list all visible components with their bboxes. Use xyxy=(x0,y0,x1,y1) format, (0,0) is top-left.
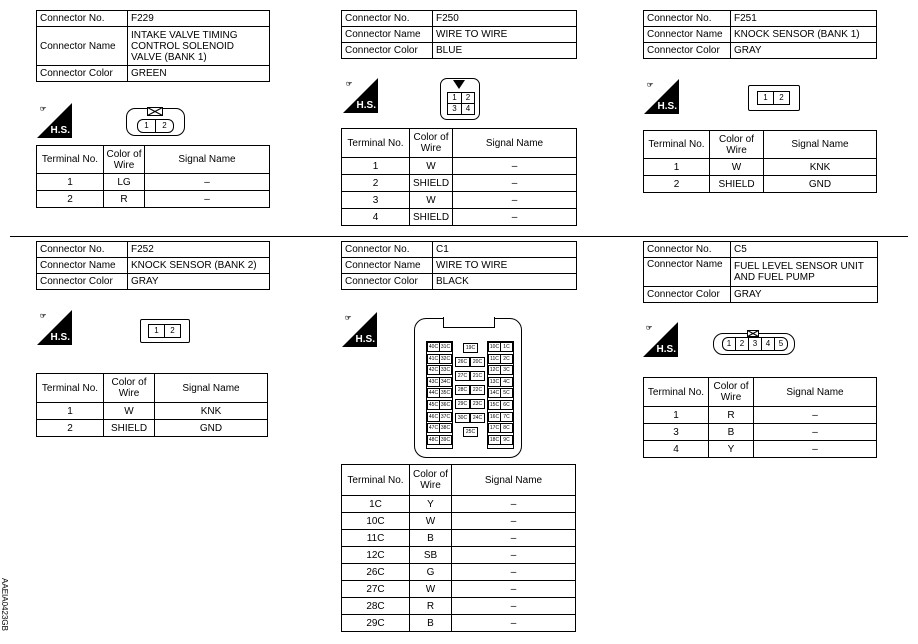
cavity-label: 15C xyxy=(489,402,500,408)
connector-no-label: Connector No. xyxy=(644,11,731,27)
cavity-label: 44C xyxy=(428,390,439,397)
table-row xyxy=(37,174,270,191)
signal-cell: – xyxy=(453,192,577,209)
pin: 1 xyxy=(758,92,774,104)
signal-name-header: Signal Name xyxy=(155,374,268,403)
connector-color-label: Connector Color xyxy=(37,274,128,290)
hs-badge-text: H.S. xyxy=(50,125,70,136)
connector-face-c5 xyxy=(713,333,795,355)
table-row xyxy=(644,176,877,193)
cavity-label: 37C xyxy=(440,413,451,420)
terminal-cell: 2 xyxy=(37,191,104,208)
harness-hand-icon: ☞ xyxy=(646,325,653,332)
pin: 3 xyxy=(448,104,462,114)
wire-color-cell: Y xyxy=(410,496,452,513)
connector-info-c5 xyxy=(643,241,878,303)
cavity-label: 35C xyxy=(440,390,451,397)
harness-side-icon xyxy=(643,322,678,357)
terminal-cell: 1 xyxy=(644,407,709,424)
wire-color-cell: SHIELD xyxy=(104,420,155,437)
cavity-label: 46C xyxy=(428,413,439,420)
pin-row xyxy=(148,324,181,338)
harness-hand-icon: ☞ xyxy=(40,313,47,320)
pin-row xyxy=(722,337,788,351)
color-of-wire-header: Color of Wire xyxy=(104,374,155,403)
harness-hand-icon: ☞ xyxy=(647,82,654,89)
pin: 3 xyxy=(749,338,762,350)
signal-cell: GND xyxy=(764,176,877,193)
pin-row xyxy=(137,119,174,133)
connector-no-value: C1 xyxy=(433,242,577,258)
signal-cell: – xyxy=(453,175,577,192)
pin: 2 xyxy=(779,93,784,102)
cavity-block-right xyxy=(487,341,514,449)
cavity-label: 48C xyxy=(428,436,439,443)
connector-no-value: F250 xyxy=(433,11,577,27)
color-of-wire-header: Color of Wire xyxy=(410,465,452,496)
table-row xyxy=(644,424,877,441)
wire-color-cell: R xyxy=(410,598,452,615)
signal-name-header: Signal Name xyxy=(764,131,877,159)
terminal-table-c1 xyxy=(341,464,576,632)
hs-badge-text: H.S. xyxy=(356,100,376,111)
connector-no-label: Connector No. xyxy=(37,11,128,27)
table-row xyxy=(342,581,576,598)
cavity-label: 22C xyxy=(470,385,485,395)
signal-cell: – xyxy=(145,191,270,208)
terminal-cell: 3 xyxy=(644,424,709,441)
pin: 4 xyxy=(762,338,775,350)
signal-cell: – xyxy=(754,424,877,441)
connector-info-f252 xyxy=(36,241,270,290)
cavity-label: 34C xyxy=(440,378,451,385)
terminal-cell: 12C xyxy=(342,547,410,564)
connector-name-value: INTAKE VALVE TIMING CONTROL SOLENOID VALVE (BANK 1) xyxy=(128,27,270,66)
connector-name-value: FUEL LEVEL SENSOR UNIT AND FUEL PUMP xyxy=(731,258,878,287)
cavity-label: 26C xyxy=(455,357,470,367)
harness-side-icon xyxy=(37,103,72,138)
cavity-label: 40C xyxy=(428,344,439,350)
pin: 2 xyxy=(162,121,167,130)
connector-face-f252 xyxy=(140,319,190,343)
cavity-label: 45C xyxy=(428,402,439,408)
cavity-label: 12C xyxy=(489,367,500,374)
cavity-label: 28C xyxy=(455,385,470,395)
terminal-no-header: Terminal No. xyxy=(342,129,410,158)
cavity-label: 7C xyxy=(500,412,513,422)
terminal-cell: 11C xyxy=(342,530,410,547)
connector-key-icon xyxy=(453,80,465,89)
terminal-cell: 1 xyxy=(37,174,104,191)
pin: 2 xyxy=(465,93,471,102)
cavity-label: 16C xyxy=(489,413,500,420)
connector-no-label: Connector No. xyxy=(342,242,433,258)
pin: 1 xyxy=(723,338,736,350)
terminal-cell: 1 xyxy=(37,403,104,420)
pin: 5 xyxy=(778,339,784,348)
signal-cell: – xyxy=(452,547,576,564)
connector-face-f229 xyxy=(126,108,185,136)
terminal-no-header: Terminal No. xyxy=(342,465,410,496)
pin: 1 xyxy=(138,120,156,132)
cavity-label: 4C xyxy=(500,377,513,387)
table-row xyxy=(37,403,268,420)
connector-info-f229 xyxy=(36,10,270,82)
harness-side-icon xyxy=(342,312,377,347)
terminal-cell: 1C xyxy=(342,496,410,513)
wire-color-cell: B xyxy=(709,424,754,441)
signal-cell: – xyxy=(452,564,576,581)
harness-side-icon xyxy=(37,310,72,345)
cavity-label: 47C xyxy=(428,425,439,432)
connector-no-value: C5 xyxy=(731,242,878,258)
pin: 1 xyxy=(149,325,165,337)
cavity-label: 6C xyxy=(500,400,513,410)
connector-name-label: Connector Name xyxy=(644,27,731,43)
wire-color-cell: B xyxy=(410,530,452,547)
table-row xyxy=(37,420,268,437)
hs-badge-text: H.S. xyxy=(656,344,676,355)
cavity-label: 19C xyxy=(463,343,478,353)
connector-name-label: Connector Name xyxy=(644,258,731,287)
wire-color-cell: SHIELD xyxy=(410,175,453,192)
signal-cell: – xyxy=(452,581,576,598)
connector-name-label: Connector Name xyxy=(342,258,433,274)
figure-code: AAEIA0423GB xyxy=(0,578,9,631)
signal-cell: – xyxy=(453,209,577,226)
connector-no-value: F252 xyxy=(128,242,270,258)
signal-name-header: Signal Name xyxy=(453,129,577,158)
wire-color-cell: W xyxy=(410,158,453,175)
connector-face-f250 xyxy=(440,78,480,120)
terminal-cell: 2 xyxy=(644,176,710,193)
wire-color-cell: Y xyxy=(709,441,754,458)
signal-cell: – xyxy=(452,530,576,547)
table-row xyxy=(342,530,576,547)
cavity-label: 11C xyxy=(488,354,501,364)
pin: 2 xyxy=(736,338,749,350)
wire-color-cell: R xyxy=(709,407,754,424)
connector-name-label: Connector Name xyxy=(37,27,128,66)
connector-color-value: BLACK xyxy=(433,274,577,290)
wire-color-cell: W xyxy=(410,513,452,530)
cavity-label: 27C xyxy=(455,371,470,381)
signal-name-header: Signal Name xyxy=(754,378,877,407)
table-row xyxy=(342,192,577,209)
cavity-label: 29C xyxy=(455,399,470,409)
terminal-cell: 3 xyxy=(342,192,410,209)
wire-color-cell: W xyxy=(410,581,452,598)
color-of-wire-header: Color of Wire xyxy=(410,129,453,158)
wire-color-cell: G xyxy=(410,564,452,581)
signal-cell: KNK xyxy=(155,403,268,420)
terminal-cell: 1 xyxy=(644,159,710,176)
terminal-cell: 28C xyxy=(342,598,410,615)
wire-color-cell: W xyxy=(410,192,453,209)
signal-cell: GND xyxy=(155,420,268,437)
cavity-block-mid xyxy=(455,343,486,437)
wire-color-cell: B xyxy=(410,615,452,632)
connector-info-f250 xyxy=(341,10,577,59)
connector-no-label: Connector No. xyxy=(342,11,433,27)
terminal-no-header: Terminal No. xyxy=(37,146,104,174)
signal-cell: – xyxy=(754,441,877,458)
table-row xyxy=(644,441,877,458)
connector-name-value: KNOCK SENSOR (BANK 1) xyxy=(731,27,877,43)
terminal-table-f251 xyxy=(643,130,877,193)
cavity-label: 18C xyxy=(489,436,500,443)
cavity-label: 24C xyxy=(470,413,485,423)
signal-cell: – xyxy=(754,407,877,424)
cavity-label: 36C xyxy=(440,402,451,408)
connector-color-label: Connector Color xyxy=(644,287,731,303)
cavity-label: 1C xyxy=(500,342,513,352)
connector-name-value: KNOCK SENSOR (BANK 2) xyxy=(128,258,270,274)
cavity-label: 30C xyxy=(455,413,470,423)
harness-hand-icon: ☞ xyxy=(346,81,353,88)
cavity-block-left xyxy=(426,341,453,449)
table-row xyxy=(37,191,270,208)
table-row xyxy=(342,547,576,564)
hs-badge-text: H.S. xyxy=(50,332,70,343)
color-of-wire-header: Color of Wire xyxy=(710,131,764,159)
connector-no-value: F251 xyxy=(731,11,877,27)
connector-color-value: GRAY xyxy=(731,43,877,59)
connector-info-f251 xyxy=(643,10,877,59)
table-row xyxy=(644,159,877,176)
signal-cell: – xyxy=(145,174,270,191)
table-row xyxy=(342,513,576,530)
signal-cell: KNK xyxy=(764,159,877,176)
signal-name-header: Signal Name xyxy=(452,465,576,496)
harness-hand-icon: ☞ xyxy=(345,315,352,322)
connector-color-value: BLUE xyxy=(433,43,577,59)
cavity-label: 8C xyxy=(500,423,513,433)
pin: 2 xyxy=(170,326,175,335)
signal-cell: – xyxy=(453,158,577,175)
signal-cell: – xyxy=(452,615,576,632)
signal-cell: – xyxy=(452,513,576,530)
cavity-label: 43C xyxy=(428,378,439,385)
table-row xyxy=(342,175,577,192)
pin-grid xyxy=(447,92,475,115)
wire-color-cell: R xyxy=(104,191,145,208)
table-row xyxy=(342,209,577,226)
connector-color-label: Connector Color xyxy=(644,43,731,59)
terminal-no-header: Terminal No. xyxy=(37,374,104,403)
section-divider xyxy=(10,236,908,237)
wire-color-cell: SB xyxy=(410,547,452,564)
cavity-label: 39C xyxy=(440,436,451,443)
cavity-label: 32C xyxy=(440,355,451,362)
connector-color-value: GREEN xyxy=(128,66,270,82)
terminal-cell: 2 xyxy=(342,175,410,192)
connector-lock-icon xyxy=(147,107,163,116)
cavity-label: 3C xyxy=(500,365,513,375)
connector-face-c1 xyxy=(414,318,522,458)
cavity-label: 20C xyxy=(470,357,485,367)
terminal-cell: 4 xyxy=(342,209,410,226)
cavity-label: 21C xyxy=(470,371,485,381)
hs-badge-text: H.S. xyxy=(657,101,677,112)
terminal-cell: 2 xyxy=(37,420,104,437)
cavity-label: 41C xyxy=(428,355,439,362)
signal-cell: – xyxy=(452,496,576,513)
terminal-no-header: Terminal No. xyxy=(644,131,710,159)
terminal-table-f252 xyxy=(36,373,268,437)
table-row xyxy=(342,564,576,581)
harness-hand-icon: ☞ xyxy=(40,106,47,113)
table-row xyxy=(342,598,576,615)
signal-cell: – xyxy=(452,598,576,615)
cavity-label: 5C xyxy=(500,388,513,398)
wire-color-cell: SHIELD xyxy=(710,176,764,193)
table-row xyxy=(342,615,576,632)
color-of-wire-header: Color of Wire xyxy=(709,378,754,407)
harness-side-icon xyxy=(644,79,679,114)
terminal-cell: 4 xyxy=(644,441,709,458)
connector-no-label: Connector No. xyxy=(644,242,731,258)
connector-color-label: Connector Color xyxy=(37,66,128,82)
cavity-label: 14C xyxy=(489,390,500,397)
harness-side-icon xyxy=(343,78,378,113)
connector-face-f251 xyxy=(748,85,800,111)
cavity-label: 23C xyxy=(470,399,485,409)
pin: 1 xyxy=(448,93,462,103)
terminal-cell: 29C xyxy=(342,615,410,632)
wire-color-cell: SHIELD xyxy=(410,209,453,226)
signal-name-header: Signal Name xyxy=(145,146,270,174)
terminal-table-c5 xyxy=(643,377,877,458)
connector-color-label: Connector Color xyxy=(342,43,433,59)
terminal-cell: 1 xyxy=(342,158,410,175)
cavity-label: 38C xyxy=(440,425,451,432)
terminal-table-f250 xyxy=(341,128,577,226)
table-row xyxy=(342,158,577,175)
connector-info-c1 xyxy=(341,241,577,290)
connector-name-label: Connector Name xyxy=(342,27,433,43)
terminal-table-f229 xyxy=(36,145,270,208)
cavity-label: 10C xyxy=(489,344,500,350)
terminal-cell: 10C xyxy=(342,513,410,530)
cavity-label: 25C xyxy=(463,427,478,437)
pin-row xyxy=(757,91,790,105)
table-row xyxy=(342,496,576,513)
cavity-label: 2C xyxy=(500,354,513,364)
wire-color-cell: W xyxy=(710,159,764,176)
cavity-label: 9C xyxy=(500,435,513,445)
connector-no-label: Connector No. xyxy=(37,242,128,258)
terminal-cell: 27C xyxy=(342,581,410,598)
connector-latch xyxy=(443,317,495,328)
hs-badge-text: H.S. xyxy=(355,334,375,345)
cavity-label: 17C xyxy=(489,425,500,432)
wire-color-cell: W xyxy=(104,403,155,420)
cavity-label: 42C xyxy=(428,367,439,374)
cavity-label: 33C xyxy=(440,367,451,374)
connector-name-value: WIRE TO WIRE xyxy=(433,27,577,43)
wire-color-cell: LG xyxy=(104,174,145,191)
terminal-no-header: Terminal No. xyxy=(644,378,709,407)
terminal-cell: 26C xyxy=(342,564,410,581)
connector-color-value: GRAY xyxy=(128,274,270,290)
color-of-wire-header: Color of Wire xyxy=(104,146,145,174)
connector-name-value: WIRE TO WIRE xyxy=(433,258,577,274)
connector-no-value: F229 xyxy=(128,11,270,27)
connector-color-value: GRAY xyxy=(731,287,878,303)
cavity-label: 31C xyxy=(440,344,451,350)
connector-color-label: Connector Color xyxy=(342,274,433,290)
cavity-label: 13C xyxy=(489,378,500,385)
pin: 4 xyxy=(465,104,471,113)
connector-name-label: Connector Name xyxy=(37,258,128,274)
table-row xyxy=(644,407,877,424)
connector-lock-icon xyxy=(747,330,759,337)
